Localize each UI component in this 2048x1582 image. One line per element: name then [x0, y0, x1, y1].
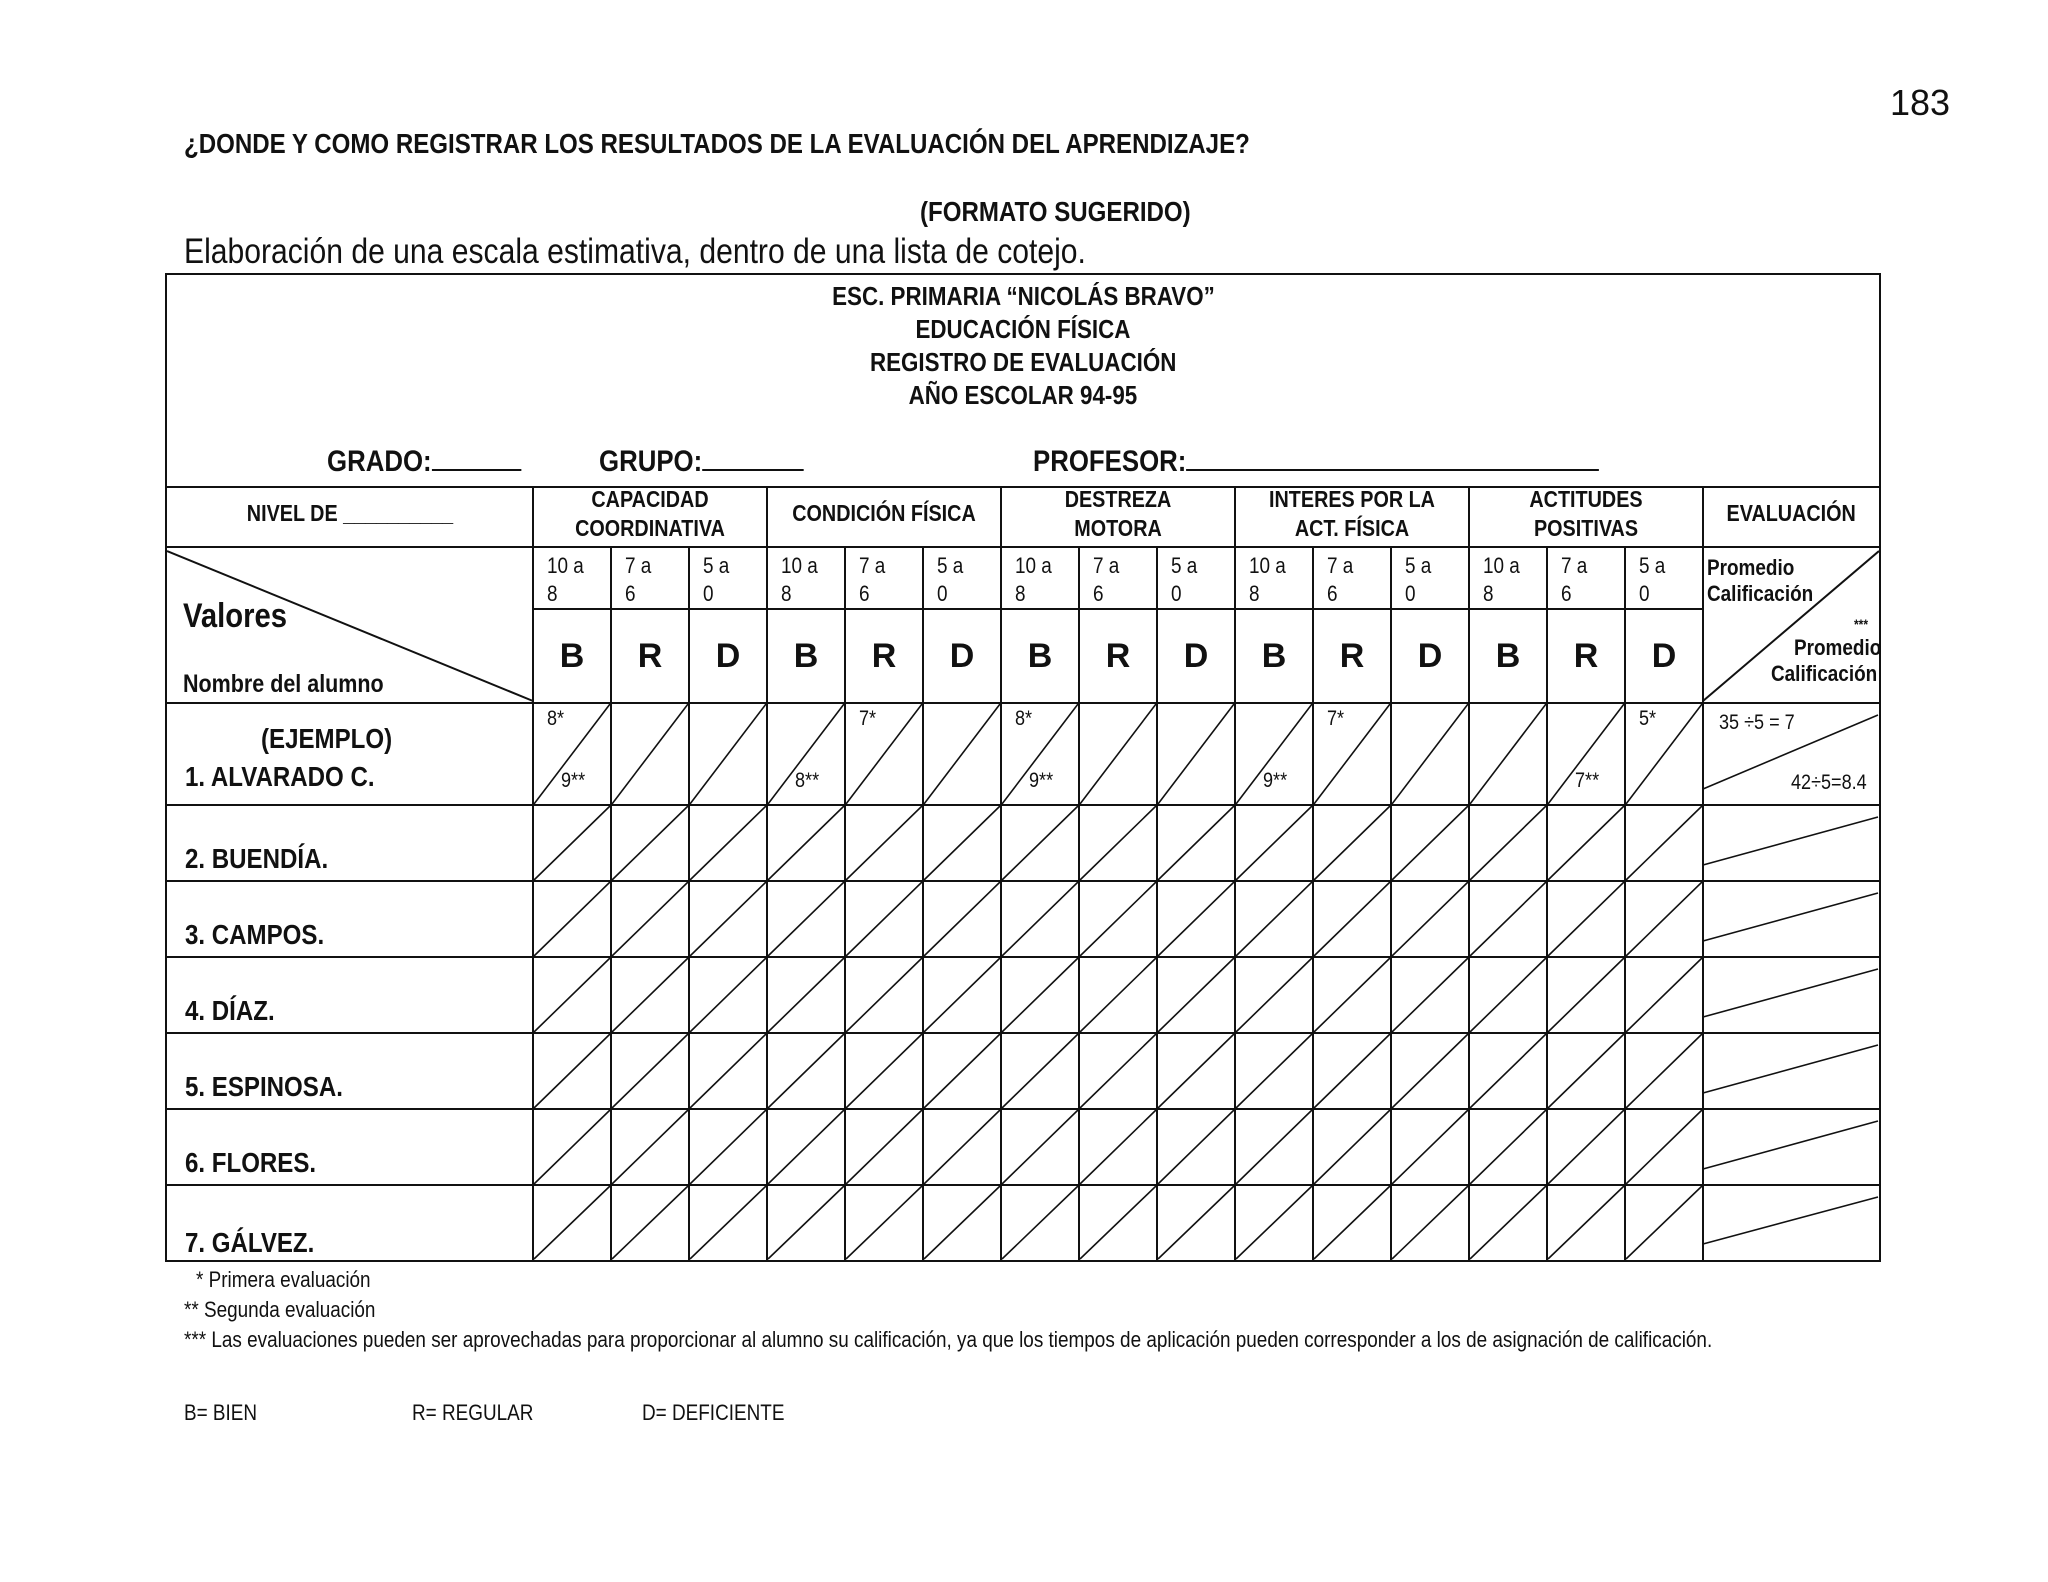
- range-label: 6: [1327, 581, 1338, 606]
- cell-diagonal: [1626, 704, 1702, 804]
- cell-diagonal: [1236, 1186, 1312, 1259]
- cell-diagonal: [1392, 704, 1468, 804]
- cell-diagonal: [1002, 1110, 1078, 1184]
- evaluation-grid: [167, 275, 1882, 1260]
- range-label: 5 a: [1405, 553, 1432, 578]
- example-mark-first: 7*: [859, 707, 877, 730]
- school-record-title: REGISTRO DE EVALUACIÓN: [869, 347, 1177, 377]
- student-name: 6. FLORES.: [185, 1147, 317, 1178]
- category-header: INTERES POR LA ACT. FÍSICA: [1269, 486, 1435, 541]
- cell-diagonal: [1392, 958, 1468, 1032]
- cell-diagonal: [1002, 882, 1078, 956]
- range-label: 6: [1093, 581, 1104, 606]
- cell-diagonal: [690, 1034, 766, 1108]
- example-mark-first: 8*: [547, 707, 565, 730]
- range-label: 0: [703, 581, 714, 606]
- cell-diagonal: [690, 958, 766, 1032]
- cell-diagonal: [534, 1186, 610, 1259]
- cell-diagonal: [846, 1034, 922, 1108]
- example-mark-first: 8*: [1015, 707, 1033, 730]
- range-label: 5 a: [937, 553, 964, 578]
- cell-diagonal: [1002, 958, 1078, 1032]
- example-eval-second: 42÷5=8.4: [1791, 771, 1867, 794]
- cell-diagonal: [1314, 958, 1390, 1032]
- cell-diagonal: [1080, 806, 1156, 880]
- range-label: 8: [781, 581, 792, 606]
- range-label: 7 a: [1327, 553, 1354, 578]
- nombre-del-alumno-label: Nombre del alumno: [183, 670, 384, 698]
- cell-diagonal: [924, 1034, 1000, 1108]
- range-label: 8: [1249, 581, 1260, 606]
- range-label: 10 a: [1483, 553, 1520, 578]
- range-label: 10 a: [1249, 553, 1286, 578]
- cell-diagonal: [1626, 1034, 1702, 1108]
- grade-letter: B: [793, 637, 819, 675]
- school-subject: EDUCACIÓN FÍSICA: [915, 314, 1131, 344]
- cell-diagonal: [1236, 806, 1312, 880]
- eval-promedio-bottom: Promedio: [1794, 635, 1882, 660]
- cell-diagonal: [1548, 1110, 1624, 1184]
- cell-diagonal: [1626, 882, 1702, 956]
- range-label: 5 a: [703, 553, 730, 578]
- example-eval-first: 35 ÷5 = 7: [1719, 711, 1795, 734]
- cell-diagonal: [612, 958, 688, 1032]
- grade-letter: B: [1495, 637, 1521, 675]
- cell-diagonal: [924, 806, 1000, 880]
- example-mark-second: 7**: [1575, 769, 1600, 792]
- cell-diagonal: [1626, 958, 1702, 1032]
- cell-diagonal: [1314, 882, 1390, 956]
- legend-regular: R= REGULAR: [412, 1400, 534, 1425]
- eval-promedio-top: Promedio: [1707, 555, 1795, 580]
- footnote-first: * Primera evaluación: [196, 1267, 371, 1292]
- page-heading: ¿DONDE Y COMO REGISTRAR LOS RESULTADOS DE LA EVALUACIÓN DEL APRENDIZAJE?: [184, 128, 1250, 159]
- cell-diagonal: [1392, 1186, 1468, 1259]
- cell-diagonal: [1158, 704, 1234, 804]
- cell-diagonal: [612, 704, 688, 804]
- footnote-third: *** Las evaluaciones pueden ser aprovechadas para proporcionar al alumno su calificación, ya que los tiempos de aplicación pueden corresponder a los de asignación de calificación.: [184, 1327, 1713, 1352]
- cell-diagonal: [768, 806, 844, 880]
- nivel-label: NIVEL DE __________: [246, 500, 454, 526]
- eval-cell-diagonal: [1703, 893, 1878, 941]
- cell-diagonal: [1080, 1034, 1156, 1108]
- legend-bien: B= BIEN: [184, 1400, 258, 1425]
- range-label: 7 a: [1561, 553, 1588, 578]
- cell-diagonal: [1080, 1186, 1156, 1259]
- cell-diagonal: [1392, 1110, 1468, 1184]
- cell-diagonal: [1626, 1186, 1702, 1259]
- grade-letter: B: [1261, 637, 1287, 675]
- cell-diagonal: [1158, 882, 1234, 956]
- cell-diagonal: [924, 958, 1000, 1032]
- cell-diagonal: [846, 1110, 922, 1184]
- example-mark-first: 7*: [1327, 707, 1345, 730]
- category-header: DESTREZA MOTORA: [1064, 486, 1172, 541]
- cell-diagonal: [534, 882, 610, 956]
- student-name: 1. ALVARADO C.: [185, 761, 375, 792]
- cell-diagonal: [612, 806, 688, 880]
- category-header: CAPACIDAD COORDINATIVA: [575, 486, 725, 541]
- range-label: 7 a: [859, 553, 886, 578]
- cell-diagonal: [1470, 1186, 1546, 1259]
- eval-cell-diagonal: [1703, 1197, 1878, 1244]
- grade-letter: R: [871, 637, 897, 675]
- cell-diagonal: [1002, 1186, 1078, 1259]
- cell-diagonal: [1080, 958, 1156, 1032]
- student-name: 3. CAMPOS.: [185, 919, 325, 950]
- cell-diagonal: [1548, 882, 1624, 956]
- evaluation-record-sheet: [165, 273, 1881, 1262]
- cell-diagonal: [690, 1186, 766, 1259]
- cell-diagonal: [1548, 1034, 1624, 1108]
- grade-letter: D: [1183, 637, 1209, 675]
- cell-diagonal: [534, 1034, 610, 1108]
- cell-diagonal: [1392, 806, 1468, 880]
- cell-diagonal: [534, 1110, 610, 1184]
- cell-diagonal: [690, 882, 766, 956]
- format-label: (FORMATO SUGERIDO): [920, 196, 1191, 227]
- cell-diagonal: [1314, 1186, 1390, 1259]
- cell-diagonal: [1158, 1110, 1234, 1184]
- cell-diagonal: [846, 806, 922, 880]
- range-label: 8: [1015, 581, 1026, 606]
- cell-diagonal: [1158, 1034, 1234, 1108]
- grade-letter: R: [1573, 637, 1599, 675]
- cell-diagonal: [768, 882, 844, 956]
- cell-diagonal: [612, 1186, 688, 1259]
- cell-diagonal: [846, 1186, 922, 1259]
- eval-cell-diagonal: [1703, 1121, 1878, 1169]
- cell-diagonal: [924, 704, 1000, 804]
- cell-diagonal: [1470, 704, 1546, 804]
- cell-diagonal: [690, 704, 766, 804]
- grade-letter: D: [1417, 637, 1443, 675]
- cell-diagonal: [690, 806, 766, 880]
- example-mark-second: 9**: [1263, 769, 1288, 792]
- eval-calificacion-bottom: Calificación: [1771, 661, 1878, 686]
- example-mark-first: 5*: [1639, 707, 1657, 730]
- cell-diagonal: [612, 1110, 688, 1184]
- cell-diagonal: [1236, 1110, 1312, 1184]
- range-label: 0: [1405, 581, 1416, 606]
- eval-stars: ***: [1854, 616, 1869, 632]
- cell-diagonal: [846, 958, 922, 1032]
- example-mark-second: 9**: [561, 769, 586, 792]
- range-label: 8: [547, 581, 558, 606]
- cell-diagonal: [924, 1186, 1000, 1259]
- example-label: (EJEMPLO): [261, 723, 393, 754]
- cell-diagonal: [1470, 882, 1546, 956]
- cell-diagonal: [1158, 958, 1234, 1032]
- legend-deficiente: D= DEFICIENTE: [642, 1400, 785, 1425]
- student-name: 2. BUENDÍA.: [185, 843, 329, 874]
- grade-letter: D: [1651, 637, 1677, 675]
- grupo-field: GRUPO:: [599, 443, 804, 479]
- cell-diagonal: [1314, 1034, 1390, 1108]
- range-label: 6: [1561, 581, 1572, 606]
- range-label: 7 a: [1093, 553, 1120, 578]
- cell-diagonal: [768, 1034, 844, 1108]
- cell-diagonal: [1314, 1110, 1390, 1184]
- footnote-second: ** Segunda evaluación: [184, 1297, 376, 1322]
- category-header: ACTITUDES POSITIVAS: [1529, 486, 1643, 541]
- student-name: 4. DÍAZ.: [185, 995, 275, 1026]
- cell-diagonal: [1626, 806, 1702, 880]
- cell-diagonal: [1470, 1110, 1546, 1184]
- range-label: 0: [1171, 581, 1182, 606]
- cell-diagonal: [1392, 882, 1468, 956]
- cell-diagonal: [1158, 806, 1234, 880]
- grade-letter: B: [559, 637, 585, 675]
- cell-diagonal: [1314, 704, 1390, 804]
- grade-letter: R: [1105, 637, 1131, 675]
- cell-diagonal: [768, 1110, 844, 1184]
- cell-diagonal: [1470, 1034, 1546, 1108]
- range-label: 7 a: [625, 553, 652, 578]
- range-label: 6: [625, 581, 636, 606]
- cell-diagonal: [1314, 806, 1390, 880]
- cell-diagonal: [612, 1034, 688, 1108]
- example-mark-second: 8**: [795, 769, 820, 792]
- student-name: 5. ESPINOSA.: [185, 1071, 343, 1102]
- cell-diagonal: [768, 1186, 844, 1259]
- eval-cell-diagonal: [1703, 817, 1878, 865]
- range-label: 0: [937, 581, 948, 606]
- range-label: 10 a: [547, 553, 584, 578]
- cell-diagonal: [924, 882, 1000, 956]
- grade-letter: R: [637, 637, 663, 675]
- grade-letter: D: [715, 637, 741, 675]
- cell-diagonal: [1236, 1034, 1312, 1108]
- cell-diagonal: [924, 1110, 1000, 1184]
- cell-diagonal: [1626, 1110, 1702, 1184]
- cell-diagonal: [1002, 1034, 1078, 1108]
- range-label: 10 a: [781, 553, 818, 578]
- cell-diagonal: [846, 704, 922, 804]
- cell-diagonal: [534, 806, 610, 880]
- cell-diagonal: [1236, 958, 1312, 1032]
- description-text: Elaboración de una escala estimativa, dentro de una lista de cotejo.: [184, 232, 1086, 271]
- cell-diagonal: [1080, 882, 1156, 956]
- cell-diagonal: [1080, 1110, 1156, 1184]
- cell-diagonal: [690, 1110, 766, 1184]
- grade-letter: D: [949, 637, 975, 675]
- example-mark-second: 9**: [1029, 769, 1054, 792]
- cell-diagonal: [1392, 1034, 1468, 1108]
- range-label: 10 a: [1015, 553, 1052, 578]
- cell-diagonal: [1548, 958, 1624, 1032]
- range-label: 0: [1639, 581, 1650, 606]
- category-header: CONDICIÓN FÍSICA: [792, 500, 976, 526]
- cell-diagonal: [1158, 1186, 1234, 1259]
- page-number: 183: [1890, 82, 1951, 123]
- cell-diagonal: [1470, 958, 1546, 1032]
- grado-field: GRADO:: [327, 443, 521, 479]
- valores-label: Valores: [183, 597, 288, 635]
- eval-calificacion-top: Calificación: [1707, 581, 1814, 606]
- student-name: 7. GÁLVEZ.: [185, 1227, 315, 1258]
- range-label: 8: [1483, 581, 1494, 606]
- grade-letter: R: [1339, 637, 1365, 675]
- school-name: ESC. PRIMARIA “NICOLÁS BRAVO”: [831, 281, 1215, 311]
- eval-cell-diagonal: [1703, 969, 1878, 1017]
- cell-diagonal: [1080, 704, 1156, 804]
- cell-diagonal: [1236, 882, 1312, 956]
- eval-cell-diagonal: [1703, 1045, 1878, 1093]
- cell-diagonal: [846, 882, 922, 956]
- cell-diagonal: [1470, 806, 1546, 880]
- range-label: 5 a: [1639, 553, 1666, 578]
- cell-diagonal: [1548, 1186, 1624, 1259]
- range-label: 6: [859, 581, 870, 606]
- profesor-field: PROFESOR:: [1033, 443, 1599, 479]
- cell-diagonal: [612, 882, 688, 956]
- cell-diagonal: [534, 958, 610, 1032]
- cell-diagonal: [1002, 806, 1078, 880]
- school-year: AÑO ESCOLAR 94-95: [908, 380, 1138, 410]
- range-label: 5 a: [1171, 553, 1198, 578]
- evaluation-header: EVALUACIÓN: [1726, 500, 1856, 526]
- cell-diagonal: [1548, 806, 1624, 880]
- cell-diagonal: [768, 958, 844, 1032]
- grade-letter: B: [1027, 637, 1053, 675]
